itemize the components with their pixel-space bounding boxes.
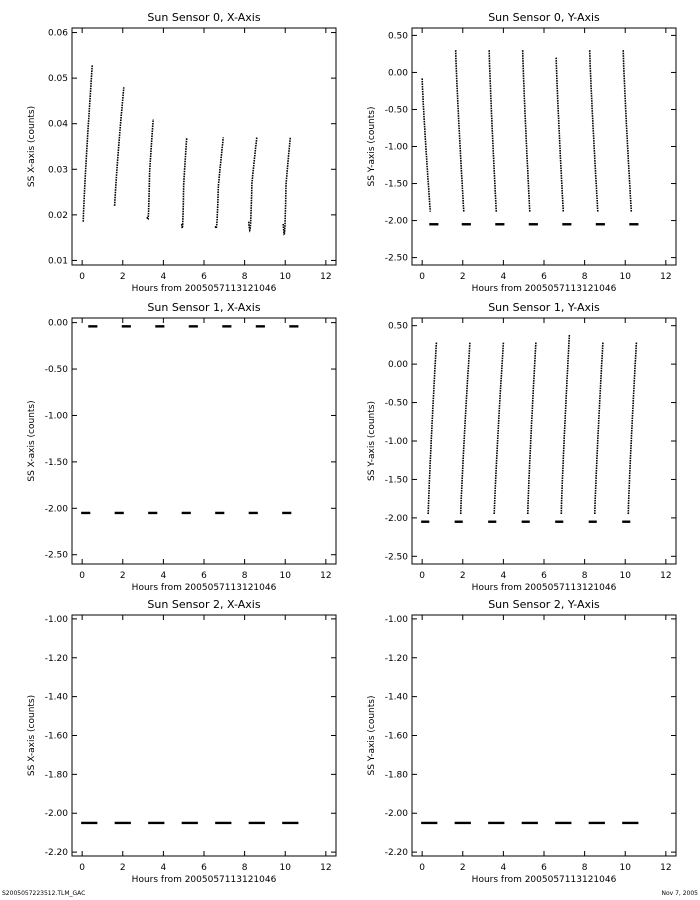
panel-3-y-tick-label: -1.50 [44, 457, 68, 468]
panel-2-x-tick-label: 12 [660, 272, 672, 282]
panel-3-x-axis-label: Hours from 2005057113121046 [131, 583, 277, 593]
panel-4-data-track [461, 343, 470, 514]
panel-6-x-axis-label: Hours from 2005057113121046 [471, 875, 617, 885]
panel-6-x-tick-label: 0 [419, 863, 426, 873]
panel-3-y-tick-label: -2.00 [44, 504, 68, 515]
panel-3-x-tick-label: 4 [160, 571, 167, 581]
panel-6-y-tick-label: -1.40 [384, 692, 408, 703]
panel-5-y-tick-label: -1.80 [44, 770, 68, 781]
panel-5-plot-frame [72, 615, 336, 856]
panel-6-y-tick-label: -1.00 [384, 614, 408, 625]
panel-1-title: Sun Sensor 0, X-Axis [147, 11, 261, 24]
panel-1-x-tick-label: 6 [201, 272, 207, 282]
panel-1-data-track [283, 137, 290, 234]
panel-4-y-tick-label: -2.00 [384, 513, 408, 524]
panel-2-plot-frame [412, 28, 676, 265]
panel-3-y-tick-label: -1.00 [44, 411, 68, 422]
panel-4-plot-frame [412, 318, 676, 564]
panel-6-x-tick-label: 2 [459, 863, 466, 873]
panel-6-y-tick-label: -2.00 [384, 809, 408, 820]
panel-1-y-tick-label: 0.06 [47, 28, 68, 39]
panel-5-x-tick-label: 6 [201, 863, 207, 873]
panel-6-x-tick-label: 8 [581, 863, 588, 873]
panel-1-plot-frame [72, 28, 336, 265]
panel-6-title: Sun Sensor 2, Y-Axis [488, 598, 600, 611]
panel-4-x-tick-label: 2 [459, 571, 466, 581]
panel-3-x-tick-label: 10 [279, 571, 291, 581]
panel-4-y-axis-label: SS Y-axis (counts) [367, 401, 377, 481]
panel-6-x-tick-label: 4 [500, 863, 507, 873]
panel-5-y-tick-label: -1.60 [44, 731, 68, 742]
panel-4-data-track [595, 343, 603, 514]
panel-6-x-tick-label: 6 [541, 863, 547, 873]
panel-2-x-tick-label: 10 [619, 272, 631, 282]
panel-2-data-track [523, 50, 530, 212]
panel-2-data-track [556, 58, 563, 212]
panel-1-y-tick-label: 0.03 [47, 165, 68, 176]
panel-4-x-tick-label: 10 [619, 571, 631, 581]
panel-2-data-track [422, 78, 430, 211]
panel-2-y-tick-label: -2.00 [384, 216, 408, 227]
panel-4-data-track [494, 343, 503, 514]
panel-1-x-tick-label: 4 [160, 272, 167, 282]
panel-2-data-track [456, 50, 464, 212]
panel-4-y-tick-label: 0.50 [387, 321, 408, 332]
panel-2-y-tick-label: 0.50 [387, 31, 408, 42]
panel-4-x-tick-label: 4 [500, 571, 507, 581]
panel-4-data-track [428, 343, 436, 514]
panel-3-y-tick-label: -0.50 [44, 365, 68, 376]
panel-2-y-tick-label: 0.00 [387, 68, 408, 79]
panel-4-y-tick-label: 0.00 [387, 360, 408, 371]
panel-1-y-tick-label: 0.01 [47, 256, 68, 267]
panel-2-y-tick-label: -2.50 [384, 253, 408, 264]
panel-1-x-axis-label: Hours from 2005057113121046 [131, 284, 277, 294]
panel-4-data-track [528, 343, 536, 514]
panel-5-y-tick-label: -1.00 [44, 614, 68, 625]
panel-6-y-tick-label: -1.60 [384, 731, 408, 742]
panel-1-y-tick-label: 0.05 [47, 74, 68, 85]
footer-date: Nov 7, 2005 [661, 890, 698, 897]
panel-5-y-tick-label: -1.20 [44, 653, 68, 664]
panel-6-y-tick-label: -1.80 [384, 770, 408, 781]
panel-1-data-track [115, 87, 124, 206]
panel-1-x-tick-label: 2 [119, 272, 126, 282]
panel-5-y-tick-label: -2.20 [44, 848, 68, 859]
panel-4-x-tick-label: 0 [419, 571, 426, 581]
panel-4-data-track [628, 343, 636, 514]
panel-2-data-track [590, 50, 598, 212]
panel-3-x-tick-label: 12 [320, 571, 332, 581]
panel-2-data-track [623, 50, 631, 212]
panel-2-x-tick-label: 4 [500, 272, 507, 282]
panel-4-x-tick-label: 8 [581, 571, 588, 581]
panel-5-x-tick-label: 0 [79, 863, 86, 873]
panel-3-x-tick-label: 2 [119, 571, 126, 581]
panel-4-y-tick-label: -0.50 [384, 398, 408, 409]
panel-1-data-track [182, 137, 187, 228]
panel-3-title: Sun Sensor 1, X-Axis [147, 301, 261, 314]
panel-2-x-tick-label: 8 [581, 272, 588, 282]
panel-1-data-track [83, 65, 92, 222]
panel-6-y-tick-label: -1.20 [384, 653, 408, 664]
panel-3-y-tick-label: -2.50 [44, 550, 68, 561]
panel-3-x-tick-label: 6 [201, 571, 207, 581]
footer-filename: S2005057223512.TLM_GAC [2, 890, 86, 897]
panel-5-x-tick-label: 10 [279, 863, 291, 873]
panel-5-x-tick-label: 12 [320, 863, 332, 873]
panel-2-y-tick-label: -0.50 [384, 105, 408, 116]
panel-5-x-tick-label: 2 [119, 863, 126, 873]
panel-4-x-axis-label: Hours from 2005057113121046 [471, 583, 617, 593]
panel-5-x-tick-label: 4 [160, 863, 167, 873]
panel-4-y-tick-label: -1.00 [384, 437, 408, 447]
panel-2-x-tick-label: 0 [419, 272, 426, 282]
panel-3-y-axis-label: SS X-axis (counts) [27, 400, 37, 482]
panel-4-y-tick-label: -2.50 [384, 552, 408, 563]
panel-1-data-track [249, 137, 257, 230]
panel-2-title: Sun Sensor 0, Y-Axis [488, 11, 600, 24]
panel-5-x-axis-label: Hours from 2005057113121046 [131, 875, 277, 885]
panel-1-x-tick-label: 8 [241, 272, 248, 282]
panel-6-y-tick-label: -2.20 [384, 848, 408, 859]
panel-3-x-tick-label: 0 [79, 571, 86, 581]
panel-2-x-tick-label: 6 [541, 272, 547, 282]
panel-1-data-track [147, 119, 153, 219]
panel-6-x-tick-label: 12 [660, 863, 672, 873]
panel-2-data-track [489, 50, 496, 212]
panel-4-title: Sun Sensor 1, Y-Axis [488, 301, 600, 314]
panel-2-x-tick-label: 2 [459, 272, 466, 282]
panel-5-x-tick-label: 8 [241, 863, 248, 873]
panel-4-x-tick-label: 6 [541, 571, 547, 581]
panel-5-y-tick-label: -2.00 [44, 809, 68, 820]
panel-3-x-tick-label: 8 [241, 571, 248, 581]
panel-1-y-axis-label: SS X-axis (counts) [27, 105, 37, 188]
panel-4-y-tick-label: -1.50 [384, 475, 408, 486]
panel-5-y-axis-label: SS X-axis (counts) [27, 694, 37, 777]
panel-6-x-tick-label: 10 [619, 863, 631, 873]
panel-1-x-tick-label: 10 [279, 272, 291, 282]
panel-3-y-tick-label: 0.00 [47, 318, 68, 329]
panel-6-y-axis-label: SS Y-axis (counts) [367, 695, 377, 776]
panel-1-y-tick-label: 0.02 [47, 210, 68, 221]
panel-1-data-track [215, 137, 223, 228]
panel-2-x-axis-label: Hours from 2005057113121046 [471, 284, 617, 294]
panel-1-x-tick-label: 12 [320, 272, 332, 282]
panel-3-plot-frame [72, 318, 336, 564]
panel-2-y-tick-label: -1.00 [384, 142, 408, 153]
panel-4-x-tick-label: 12 [660, 571, 672, 581]
panel-2-y-axis-label: SS Y-axis (counts) [367, 106, 377, 187]
panel-1-x-tick-label: 0 [79, 272, 86, 282]
panel-1-y-tick-label: 0.04 [47, 119, 68, 130]
panel-2-y-tick-label: -1.50 [384, 179, 408, 190]
panel-5-y-tick-label: -1.40 [44, 692, 68, 703]
panel-4-data-track [561, 335, 569, 514]
panel-5-title: Sun Sensor 2, X-Axis [147, 598, 261, 611]
panel-6-plot-frame [412, 615, 676, 856]
